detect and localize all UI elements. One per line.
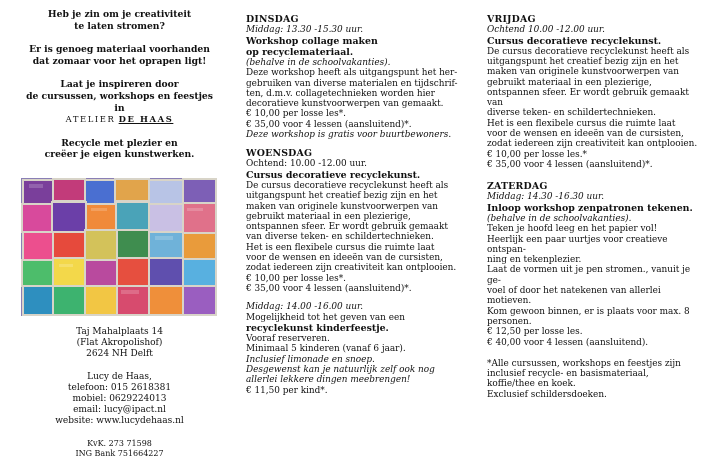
contact-email: email: lucy@ipact.nl — [73, 405, 166, 416]
price-line: € 10,00 per losse les*. — [246, 273, 346, 284]
day-heading: VRIJDAG — [487, 14, 536, 25]
note-line: (behalve in de schoolvakanties). — [487, 213, 632, 224]
body-line: gebruikt materiaal in een plezierige, — [246, 211, 411, 222]
body-line: Mogelijkheid tot het geven van een — [246, 312, 405, 323]
brand-line — [22, 114, 217, 126]
body-line: Laat de vormen uit je pen stromen., vanuit je ge- — [487, 265, 691, 286]
body-line: voor de wensen en ideeën van de cursisten, — [246, 253, 443, 264]
body-line: uitgangspunt het creatief bezig zijn en het — [487, 57, 679, 67]
intro-line: Recycle met plezier en — [61, 137, 178, 149]
intro-line: de cursussen, workshops en feestjes in — [26, 90, 213, 114]
intro-line: Er is genoeg materiaal voorhanden — [29, 44, 210, 56]
intro-line: te laten stromen? — [74, 20, 165, 32]
contact-phone: telefoon: 015 2618381 — [67, 382, 172, 393]
body-line: voor de wensen en ideeën van de cursisten, — [487, 129, 684, 140]
italic-line: Desgewenst kan je natuurlijk zelf ook nog — [246, 364, 435, 375]
address-line: Taj Mahalplaats 14 — [76, 327, 163, 337]
body-line: maken van originele kunstvoorwerpen van — [487, 67, 679, 78]
contact-name: Lucy de Haas, — [87, 371, 152, 382]
address-line: 2624 NH Delft — [86, 349, 153, 360]
body-line: zodat iedereen zijn creativiteit kan ontplooien. — [246, 263, 457, 274]
body-line: ontspannen sfeer. Er wordt gebruik gemaakt — [246, 222, 448, 233]
workshop-title: op recyclemateriaal. — [246, 46, 354, 58]
body-line: gebruikt materiaal in een plezierige, — [487, 77, 652, 88]
body-line: diverse teken- en schildertechnieken. — [487, 108, 657, 119]
brand-name-bold: DE HAAS — [118, 114, 174, 125]
price-line: € 35,00 voor 4 lessen (aansluitend)*. — [487, 159, 653, 170]
intro-column — [22, 0, 217, 458]
price-line: € 12,50 per losse les. — [487, 327, 583, 338]
time-line: Middag: 14.30 -16.30 uur. — [487, 192, 605, 203]
day-heading: ZATERDAG — [487, 181, 548, 193]
body-line: ontspannen sfeer. Er wordt gebruik gemaakt van — [487, 87, 689, 109]
footnote-line: inclusief recycle- en basismateriaal, — [487, 369, 649, 380]
body-line: voel of door het natekenen van allerlei motieven. — [487, 286, 661, 307]
body-line: personen. — [487, 316, 532, 327]
intro-line: Laat je inspireren door — [60, 79, 179, 91]
time-line: Middag: 13.30 -15.30 uur. — [246, 25, 364, 36]
workshop-title: Workshop collage maken — [246, 35, 378, 47]
body-line: Deze workshop heeft als uitgangspunt het her- — [246, 68, 458, 79]
party-title: recyclekunst kinderfeestje. — [246, 322, 389, 334]
price-line: € 10,00 per losse les*. — [246, 109, 346, 120]
address-line: (Flat Akropolishof) — [76, 338, 163, 349]
contact-website: website: www.lucydehaas.nl — [55, 416, 184, 427]
price-line: € 11,50 per kind*. — [246, 385, 328, 396]
intro-line: Heb je zin om je creativiteit — [47, 9, 192, 20]
body-line: Minimaal 5 kinderen (vanaf 6 jaar). — [246, 344, 406, 355]
note-line: (behalve in de schoolvakanties). — [246, 57, 391, 68]
registry-line: KvK. 273 71598 — [87, 438, 152, 448]
body-line: Teken je hoofd leeg en het papier vol! — [487, 224, 658, 235]
time-line: Middag: 14.00 -16.00 uur. — [246, 302, 364, 313]
italic-line: allerlei lekkere dingen meebrengen! — [246, 375, 411, 386]
body-line: maken van originele kunstvoorwerpen van — [246, 201, 438, 212]
body-line: ten, d.m.v. collagetechnieken worden hier — [246, 88, 435, 99]
price-line: € 35,00 voor 4 lessen (aansluitend)*. — [246, 119, 412, 130]
body-line: decoratieve kunstvoorwerpen van gemaakt. — [246, 99, 444, 110]
brand-name: ATELIER — [65, 114, 116, 125]
body-line: Het is een flexibele cursus die ruimte laat — [246, 242, 435, 253]
tuesday-wednesday-column — [246, 0, 460, 396]
footnote-line: koffie/thee en koek. — [487, 379, 576, 390]
footnote-line: Exclusief schildersdoeken. — [487, 389, 607, 400]
workshop-title: Inloop workshop zenpatronen tekenen. — [487, 202, 693, 214]
body-line: gebruiken van diverse materialen en tijdschrif- — [246, 78, 458, 89]
time-line: Ochtend 10.00 -12.00 uur. — [487, 25, 605, 36]
italic-line: Inclusief limonade en snoep. — [246, 354, 375, 365]
day-heading: DINSDAG — [246, 14, 299, 25]
friday-saturday-column — [487, 0, 702, 400]
footnote-line: *Alle cursussen, workshops en feestjes zijn — [487, 358, 681, 369]
body-line: zodat iedereen zijn creativiteit kan ontplooien. — [487, 139, 698, 150]
contact-mobile: mobiel: 0629224013 — [72, 394, 167, 405]
time-line: Ochtend: 10.00 -12.00 uur. — [246, 159, 367, 170]
body-line: Heerlijk een paar uurtjes voor creatieve ontspan- — [487, 234, 668, 255]
price-line: € 35,00 voor 4 lessen (aansluitend)*. — [246, 283, 412, 294]
body-line: De cursus decoratieve recyclekunst heeft als — [246, 180, 449, 191]
intro-line: dat zomaar voor het oprapen ligt! — [32, 55, 207, 67]
body-line: ning en tekenplezier. — [487, 255, 582, 266]
free-note: Deze workshop is gratis voor buurtbewoners. — [246, 129, 452, 140]
price-line: € 40,00 voor 4 lessen (aansluitend). — [487, 337, 649, 348]
day-heading: WOENSDAG — [246, 148, 313, 160]
intro-line: creëer je eigen kunstwerken. — [44, 149, 195, 161]
body-line: De cursus decoratieve recyclekunst heeft als — [487, 46, 690, 57]
body-line: Het is een flexibele cursus die ruimte laat — [487, 118, 676, 129]
colorful-grid-painting — [21, 178, 217, 316]
body-line: Kom gewoon binnen, er is plaats voor max. 8 — [487, 306, 690, 317]
course-title: Cursus decoratieve recyclekunst. — [246, 169, 421, 181]
registry-line: ING Bank 751664227 — [75, 448, 164, 458]
body-line: uitgangspunt het creatief bezig zijn en het — [246, 191, 438, 202]
course-title: Cursus decoratieve recyclekunst. — [487, 35, 662, 47]
price-line: € 10,00 per losse les.* — [487, 149, 587, 160]
body-line: van diverse teken- en schildertechnieken. — [246, 232, 434, 243]
body-line: Vooraf reserveren. — [246, 334, 330, 345]
